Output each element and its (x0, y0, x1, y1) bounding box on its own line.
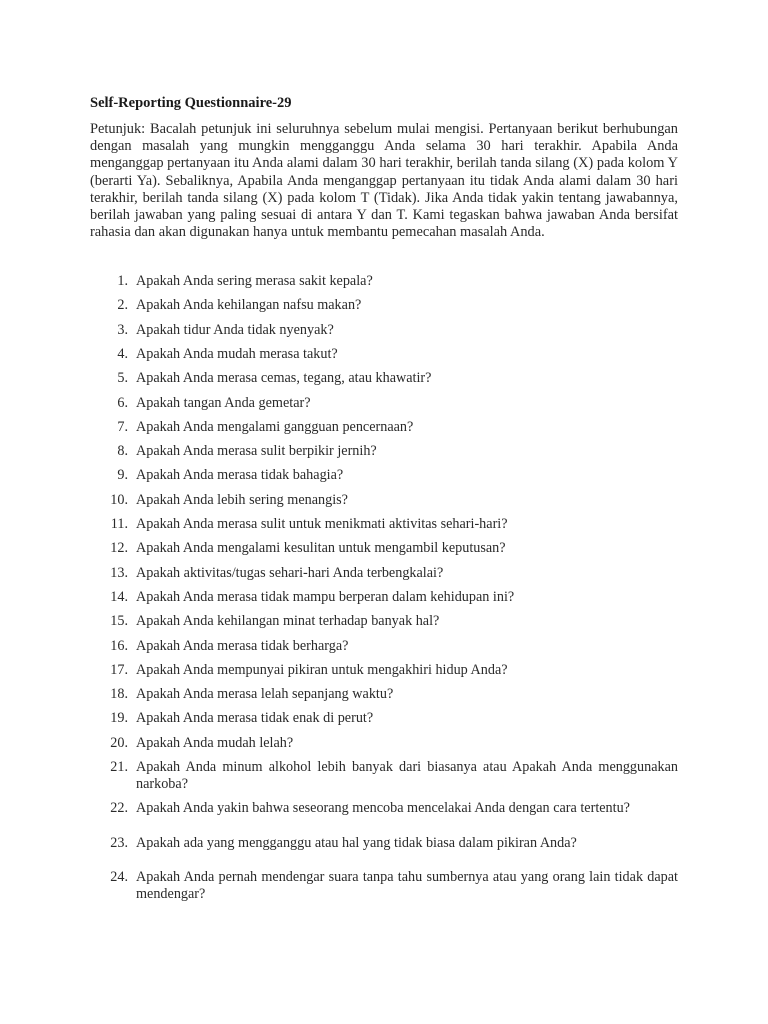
question-text: Apakah Anda mengalami kesulitan untuk mengambil keputusan? (136, 540, 506, 557)
question-text: Apakah Anda merasa sulit untuk menikmati aktivitas sehari-hari? (136, 516, 508, 532)
question-number: 5. (117, 370, 128, 387)
question-number: 1. (117, 273, 128, 289)
question-text: Apakah Anda mudah merasa takut? (136, 345, 338, 362)
question-number: 3. (117, 321, 128, 338)
question-number: 2. (117, 297, 128, 314)
question-text: Apakah aktivitas/tugas sehari-hari Anda terbengkalai? (136, 564, 444, 581)
question-number: 19. (110, 710, 128, 727)
question-text: Apakah Anda merasa tidak mampu berperan dalam kehidupan ini? (136, 588, 515, 605)
question-text: Apakah tangan Anda gemetar? (136, 394, 311, 411)
question-text: Apakah Anda kehilangan minat terhadap banyak hal? (136, 613, 440, 630)
question-number: 23. (110, 834, 128, 851)
question-number: 16. (110, 637, 128, 654)
question-text: Apakah Anda merasa cemas, tegang, atau khawatir? (136, 370, 432, 387)
question-number: 15. (110, 613, 128, 630)
question-text: Apakah tidur Anda tidak nyenyak? (136, 321, 334, 338)
question-text: Apakah Anda merasa tidak bahagia? (136, 467, 344, 484)
question-number: 21. (110, 759, 128, 775)
question-number: 14. (110, 588, 128, 605)
question-text: Apakah Anda minum alkohol lebih banyak dari biasanya atau Apakah Anda menggunakan narkoba? (136, 759, 678, 792)
question-number: 24. (110, 868, 128, 885)
instructions-paragraph: Petunjuk: Bacalah petunjuk ini seluruhnya sebelum mulai mengisi. Pertanyaan berikut berhubungan dengan masalah yang mungkin mengganggu Anda selama 30 hari terakhir. Apabila Anda menganggap pertanyaan itu Anda alami dalam 30 hari terakhir, berilah tanda silang (X) pada kolom Y (berarti Ya). Sebaliknya, Apabila Anda menganggap pertanyaan itu tidak Anda alami dalam 30 hari terakhir, berilah tanda silang (X) pada kolom T (Tidak). Jika Anda tidak yakin tentang jawabannya, berilah jawaban yang paling sesuai di antara Y dan T. Kami tegaskan bahwa jawaban Anda bersifat rahasia dan akan digunakan hanya untuk membantu pemecahan masalah Anda. (90, 121, 678, 241)
question-text: Apakah ada yang mengganggu atau hal yang tidak biasa dalam pikiran Anda? (136, 834, 577, 851)
question-text: Apakah Anda yakin bahwa seseorang mencoba mencelakai Anda dengan cara tertentu? (136, 800, 630, 817)
question-text: Apakah Anda merasa sulit berpikir jernih? (136, 443, 377, 460)
question-text: Apakah Anda mudah lelah? (136, 734, 294, 751)
question-text: Apakah Anda mengalami gangguan pencernaan? (136, 418, 414, 435)
question-number: 7. (117, 418, 128, 435)
question-number: 13. (110, 564, 128, 581)
question-text: Apakah Anda lebih sering menangis? (136, 491, 348, 508)
question-number: 6. (117, 394, 128, 411)
question-text: Apakah Anda sering merasa sakit kepala? (136, 273, 373, 289)
question-text: Apakah Anda merasa lelah sepanjang waktu? (136, 686, 394, 703)
question-number: 11. (110, 516, 128, 532)
question-number: 9. (117, 467, 128, 484)
question-text: Apakah Anda merasa tidak berharga? (136, 637, 349, 654)
question-number: 18. (110, 686, 128, 703)
question-text: Apakah Anda merasa tidak enak di perut? (136, 710, 374, 727)
question-number: 10. (110, 491, 128, 508)
question-number: 8. (117, 443, 128, 460)
question-number: 4. (117, 345, 128, 362)
question-number: 12. (110, 540, 128, 557)
question-number: 20. (110, 734, 128, 751)
question-number: 22. (110, 800, 128, 817)
question-text: Apakah Anda mempunyai pikiran untuk mengakhiri hidup Anda? (136, 661, 508, 678)
question-text: Apakah Anda kehilangan nafsu makan? (136, 297, 362, 314)
document-title: Self-Reporting Questionnaire-29 (90, 95, 292, 111)
question-text: Apakah Anda pernah mendengar suara tanpa tahu sumbernya atau yang orang lain tidak dapat mendengar? (136, 868, 678, 902)
question-number: 17. (110, 661, 128, 678)
